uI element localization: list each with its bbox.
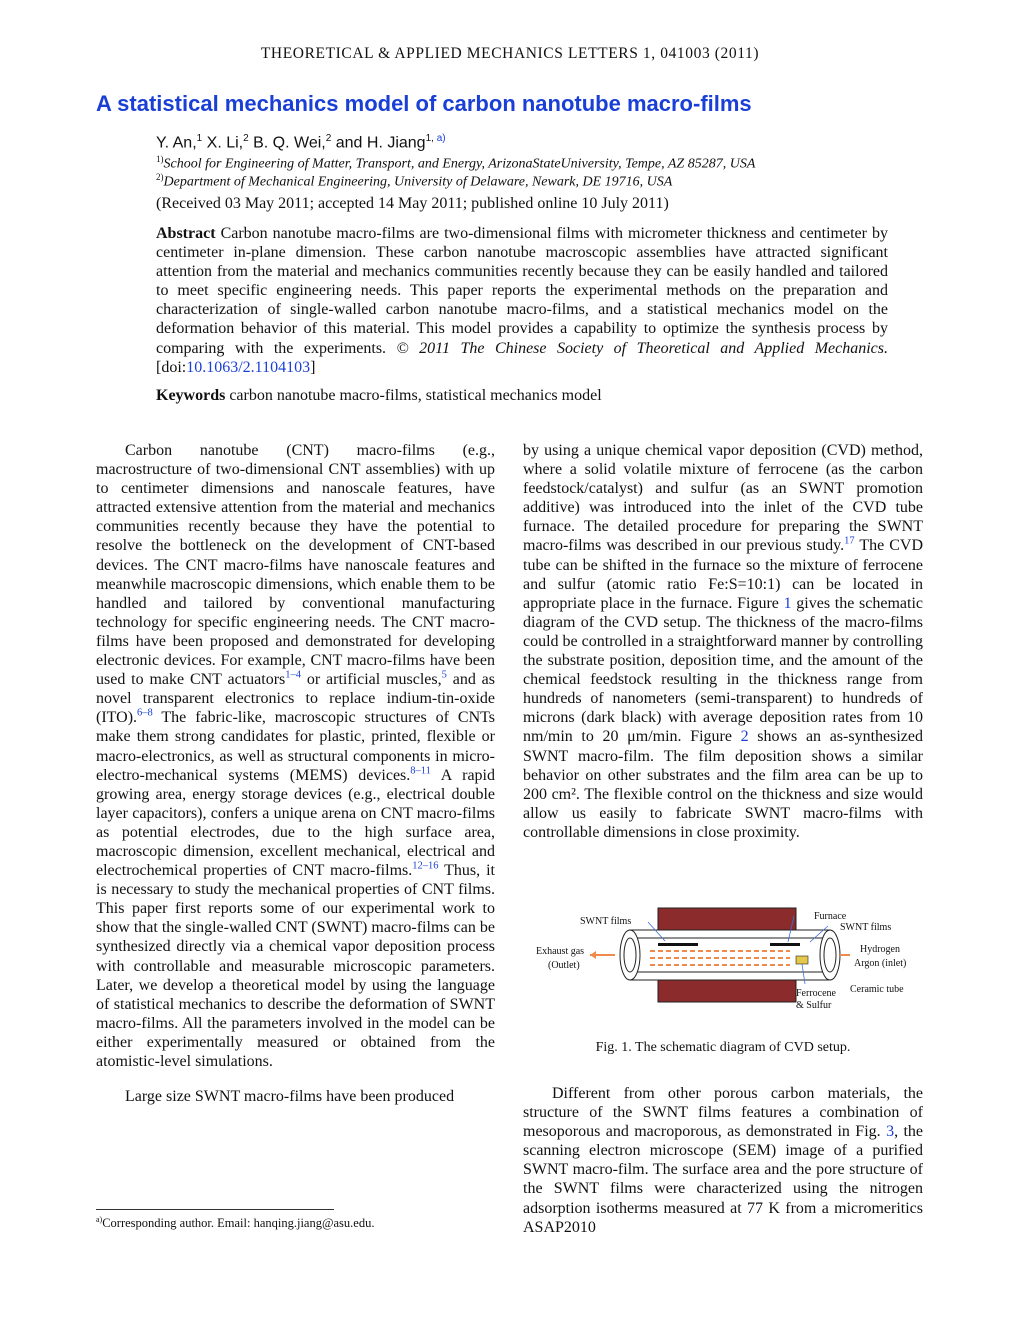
paragraph	[96, 441, 495, 1071]
keywords	[156, 387, 602, 405]
label-argon-inlet: Argon (inlet)	[854, 958, 907, 969]
citation-link[interactable]: 1–4	[285, 669, 302, 681]
citation-link[interactable]: 17	[844, 536, 855, 548]
swnt-film-left	[658, 943, 698, 946]
label-swnt-films-right: SWNT films	[840, 922, 892, 933]
copyright-notice: © 2011 The Chinese Society of Theoretical and Applied Mechanics.	[396, 339, 889, 357]
affiliation-1	[156, 154, 755, 173]
ferrocene-sulfur-boat	[796, 956, 808, 964]
body-text: Different from other porous carbon materials, the structure of the SWNT films features a combination of mesoporous and macroporous, as demonstrated in Fig.	[523, 1085, 923, 1141]
body-text: Carbon nanotube (CNT) macro-films (e.g., macrostructure of two-dimensional CNT assemblies) with up to centimeter dimensions and nanoscale features, have attracted extensive attention from the material and mechanics communities recently because they have the potential to resolve the bottleneck on the development of CNT-based devices. The CNT macro-films have nanoscale features and meanwhile macroscopic dimensions, which enable them to be handled and tailored by conventional manufacturing technology for specific engineering needs. The CNT macro-films have been proposed and demonstrated for developing electronic devices. For example, CNT macro-films have been used to make CNT actuators	[96, 442, 495, 689]
affiliation-text: School for Engineering of Matter, Transport, and Energy, ArizonaStateUniversity, Tempe, AZ 85287, USA	[163, 156, 756, 172]
label-hydrogen: Hydrogen	[860, 944, 900, 955]
body-text: The CVD tube can be shifted in the furnace so the mixture of ferrocene and sulfur (atomic ratio Fe:S=10:1) can be located in appropriate place in the furnace. Figure	[523, 537, 924, 612]
footnote-text: Corresponding author. Email: hanqing.jiang@asu.edu.	[102, 1216, 375, 1231]
body-text: shows an as-synthesized SWNT macro-film. The film deposition shows a similar behavior on other substrates and the film area can be up to 200 cm². The flexible control on the thickness and size would allow us easily to fabricate SWNT macro-films with controllable dimensions in close proximity.	[523, 728, 923, 841]
figure-link[interactable]: 2	[740, 728, 749, 746]
affiliation-mark: 2	[243, 133, 249, 144]
citation-link[interactable]: 6–8	[137, 707, 153, 719]
citation-link[interactable]: 12–16	[412, 860, 439, 872]
received-dates: (Received 03 May 2011; accepted 14 May 2011; published online 10 July 2011)	[156, 195, 669, 212]
author-list	[156, 133, 446, 152]
label-ceramic-tube: Ceramic tube	[850, 984, 904, 995]
keywords-text: carbon nanotube macro-films, statistical mechanics model	[225, 387, 602, 404]
corresponding-author-link[interactable]: a)	[436, 133, 446, 144]
keywords-label: Keywords	[156, 387, 226, 404]
affiliation-2	[156, 172, 672, 191]
abstract-label: Abstract	[156, 225, 216, 242]
affiliation-mark: 2	[325, 133, 332, 144]
author-name: and H. Jiang	[331, 134, 426, 152]
gas-flow-arrows	[650, 951, 790, 965]
label-sulfur: & Sulfur	[796, 1000, 832, 1011]
paper-title: A statistical mechanics model of carbon nanotube macro-films	[96, 91, 752, 116]
doi-link[interactable]: 10.1063/2.1104103	[186, 358, 311, 376]
label-exhaust-gas: Exhaust gas	[536, 946, 585, 957]
figure-1-caption: Fig. 1. The schematic diagram of CVD setup.	[595, 1040, 851, 1055]
label-ferrocene: Ferrocene	[796, 988, 836, 999]
figure-link[interactable]: 3	[886, 1123, 895, 1141]
footnote-mark: a)	[96, 1215, 103, 1224]
doi-prefix: [doi:	[156, 358, 187, 376]
body-text: by using a unique chemical vapor deposition (CVD) method, where a solid volatile mixture of ferrocene (as the carbon feedstock/catalyst) and sulfur (as an SWNT promotion additive) was introduced into the inlet of the CVD tube furnace. The detailed procedure for preparing the SWNT macro-films was described in our previous study.	[523, 442, 923, 555]
affiliation-mark: 1	[196, 133, 203, 144]
author-name: X. Li,	[202, 134, 244, 152]
body-text: A rapid growing area, energy storage devices (e.g., electrical double layer capacitors), confers a unique arena on CNT macro-films as potential electrodes, due to the high surface area, macroscopic dimension, excellent mechanical, electrical and electrochemical properties of CNT macro-films.	[96, 766, 496, 880]
label-swnt-films-left: SWNT films	[580, 916, 632, 927]
body-text: gives the schematic diagram of the CVD setup. The thickness of the macro-films could be controlled in a straightforward manner by controlling the substrate position, deposition time, and the amount of the chemical feedstock resulting in the thickness range from hundreds of nanometers (semi-transparent) to hundreds of microns (dark black) with average deposition rates from 10 nm/min to 20 μm/min. Figure	[523, 594, 923, 746]
exhaust-arrowhead	[590, 951, 596, 959]
footnote	[96, 1215, 374, 1231]
affiliation-mark: 2)	[156, 172, 164, 182]
running-head: THEORETICAL & APPLIED MECHANICS LETTERS 1, 041003 (2011)	[260, 45, 760, 62]
citation-link[interactable]: 5	[441, 669, 447, 681]
author-name: Y. An,	[156, 134, 197, 152]
swnt-film-right	[770, 943, 800, 946]
paragraph: Large size SWNT macro-films have been produced	[125, 1088, 455, 1106]
author-name: B. Q. Wei,	[248, 134, 326, 152]
furnace-top-block	[658, 908, 796, 930]
label-outlet: (Outlet)	[548, 960, 580, 971]
label-furnace: Furnace	[814, 911, 847, 922]
affiliation-mark: 1)	[156, 154, 164, 164]
left-column	[96, 441, 495, 1106]
footnote-rule	[96, 1209, 334, 1210]
abstract-text: Carbon nanotube macro-films are two-dimensional films with micrometer thickness and centimeter by centimeter in-plane dimension. These carbon nanotube macroscopic assemblies have attracted significant attention from the material and mechanics communities recently because they can be easily handled and tailored to meet specific engineering needs. This paper reports the experimental methods on the preparation and characterization of single-walled carbon nanotube macro-films, and a statistical mechanics model on the deformation behavior of this material. This model provides a capability to optimize the synthesis process by comparing with the experiments.	[156, 225, 888, 357]
citation-link[interactable]: 8–11	[410, 765, 431, 777]
body-text: and as novel transparent electronics to replace indium-tin-oxide (ITO).	[96, 671, 495, 727]
affiliation-mark: 1,	[425, 133, 437, 144]
body-text: The fabric-like, macroscopic structures of CNTs make them strong candidates for plastic, printed, flexible or macro-electronics, as well as structural components in micro-electro-mechanical systems (MEMS) devices.	[96, 709, 495, 784]
furnace-bottom-block	[658, 980, 796, 1002]
body-text: Thus, it is necessary to study the mechanical properties of CNT films. This paper first reports some of our experimental work to show that the single-walled CNT (SWNT) macro-films can be synthesized directly via a chemical vapor deposition process with controllable and measurable microscopic parameters. Later, we develop a theoretical model by using the language of statistical mechanics to describe the deformation of SWNT macro-films. All the parameters involved in the model can be either experimentally measured or obtained from the atomistic-level simulations.	[96, 862, 495, 1070]
right-column-top	[523, 441, 923, 842]
abstract	[156, 224, 888, 377]
body-text: , the scanning electron microscope (SEM) image of a purified SWNT macro-film. The surface area and the pore structure of the SWNT films were characterized using the nitrogen adsorption isotherms measured at 77 K from a micromeritics ASAP2010	[523, 1123, 924, 1236]
doi-suffix: ]	[310, 358, 316, 376]
right-column-bottom	[523, 1084, 923, 1237]
figure-link[interactable]: 1	[783, 594, 792, 612]
paragraph	[523, 1084, 923, 1237]
body-text: or artificial muscles,	[301, 671, 442, 689]
paragraph	[523, 441, 923, 842]
figure-1-cvd-diagram	[530, 906, 910, 1018]
affiliation-text: Department of Mechanical Engineering, University of Delaware, Newark, DE 19716, USA	[163, 174, 673, 190]
